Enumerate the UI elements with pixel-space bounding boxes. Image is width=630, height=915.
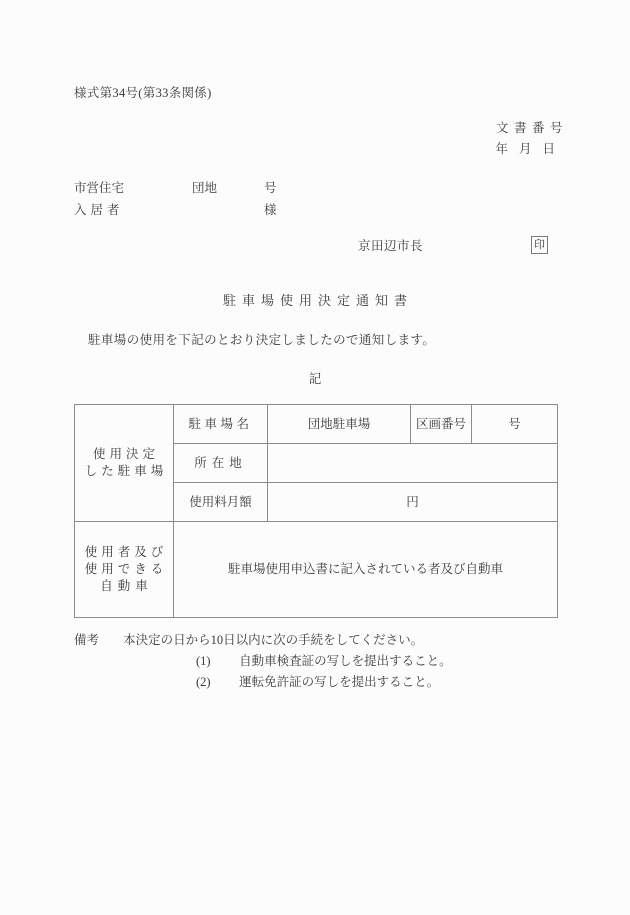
cell-user-and-vehicle-value: 駐車場使用申込書に記入されている者及び自動車	[174, 522, 558, 618]
housing-complex-label: 団地	[192, 181, 218, 195]
row-label-section-number: 区画番号	[411, 405, 472, 444]
section-label-parking-lot	[75, 405, 174, 522]
remarks-item-text: 自動車検査証の写しを提出すること。	[239, 654, 452, 668]
honorific-label: 様	[264, 203, 277, 217]
section-label-user-and-vehicle	[75, 522, 174, 618]
housing-number-label: 号	[264, 181, 277, 195]
remarks-block	[74, 630, 452, 693]
issuer-name: 京田辺市長	[358, 239, 424, 253]
remarks-lead-line	[74, 630, 452, 651]
row-label-location: 所在地	[174, 444, 268, 483]
remarks-item-number: (2)	[196, 675, 211, 689]
section2-label-line-2: 使用できる	[84, 562, 168, 576]
date-label: 年月日	[495, 142, 566, 156]
body-paragraph: 駐車場の使用を下記のとおり決定しましたので通知します。	[88, 333, 436, 347]
row-label-parking-lot-name: 駐車場名	[174, 405, 268, 444]
remarks-item	[74, 651, 452, 672]
document-meta	[495, 118, 568, 160]
remarks-item	[74, 672, 452, 693]
section2-label-line-1: 使用者及び	[84, 545, 168, 559]
cell-location-value	[268, 444, 558, 483]
cell-parking-lot-name-value: 団地駐車場	[268, 405, 411, 444]
page-title: 駐車場使用決定通知書	[222, 293, 413, 308]
remarks-lead-text: 本決定の日から10日以内に次の手続をしてください。	[123, 633, 424, 647]
ki-mark: 記	[308, 372, 322, 386]
section2-label-line-3: 自動車	[100, 579, 153, 593]
cell-section-number-value: 号	[472, 405, 558, 444]
remarks-item-number: (1)	[196, 654, 211, 668]
row-label-monthly-fee: 使用料月額	[174, 483, 268, 522]
cell-monthly-fee-value: 円	[268, 483, 558, 522]
municipal-housing-label: 市営住宅	[74, 181, 125, 195]
remarks-label: 備考	[74, 633, 100, 647]
resident-label: 入居者	[74, 203, 124, 217]
form-number: 様式第34号(第33条関係)	[74, 86, 212, 100]
decision-details-table	[74, 404, 558, 618]
table-row	[75, 522, 558, 618]
section-label-line-2: した駐車場	[84, 464, 168, 478]
seal-stamp-icon: 印	[531, 236, 548, 254]
table-row	[75, 405, 558, 444]
section-label-line-1: 使用決定	[92, 447, 159, 461]
document-number-label: 文書番号	[495, 121, 568, 135]
remarks-item-text: 運転免許証の写しを提出すること。	[239, 675, 440, 689]
